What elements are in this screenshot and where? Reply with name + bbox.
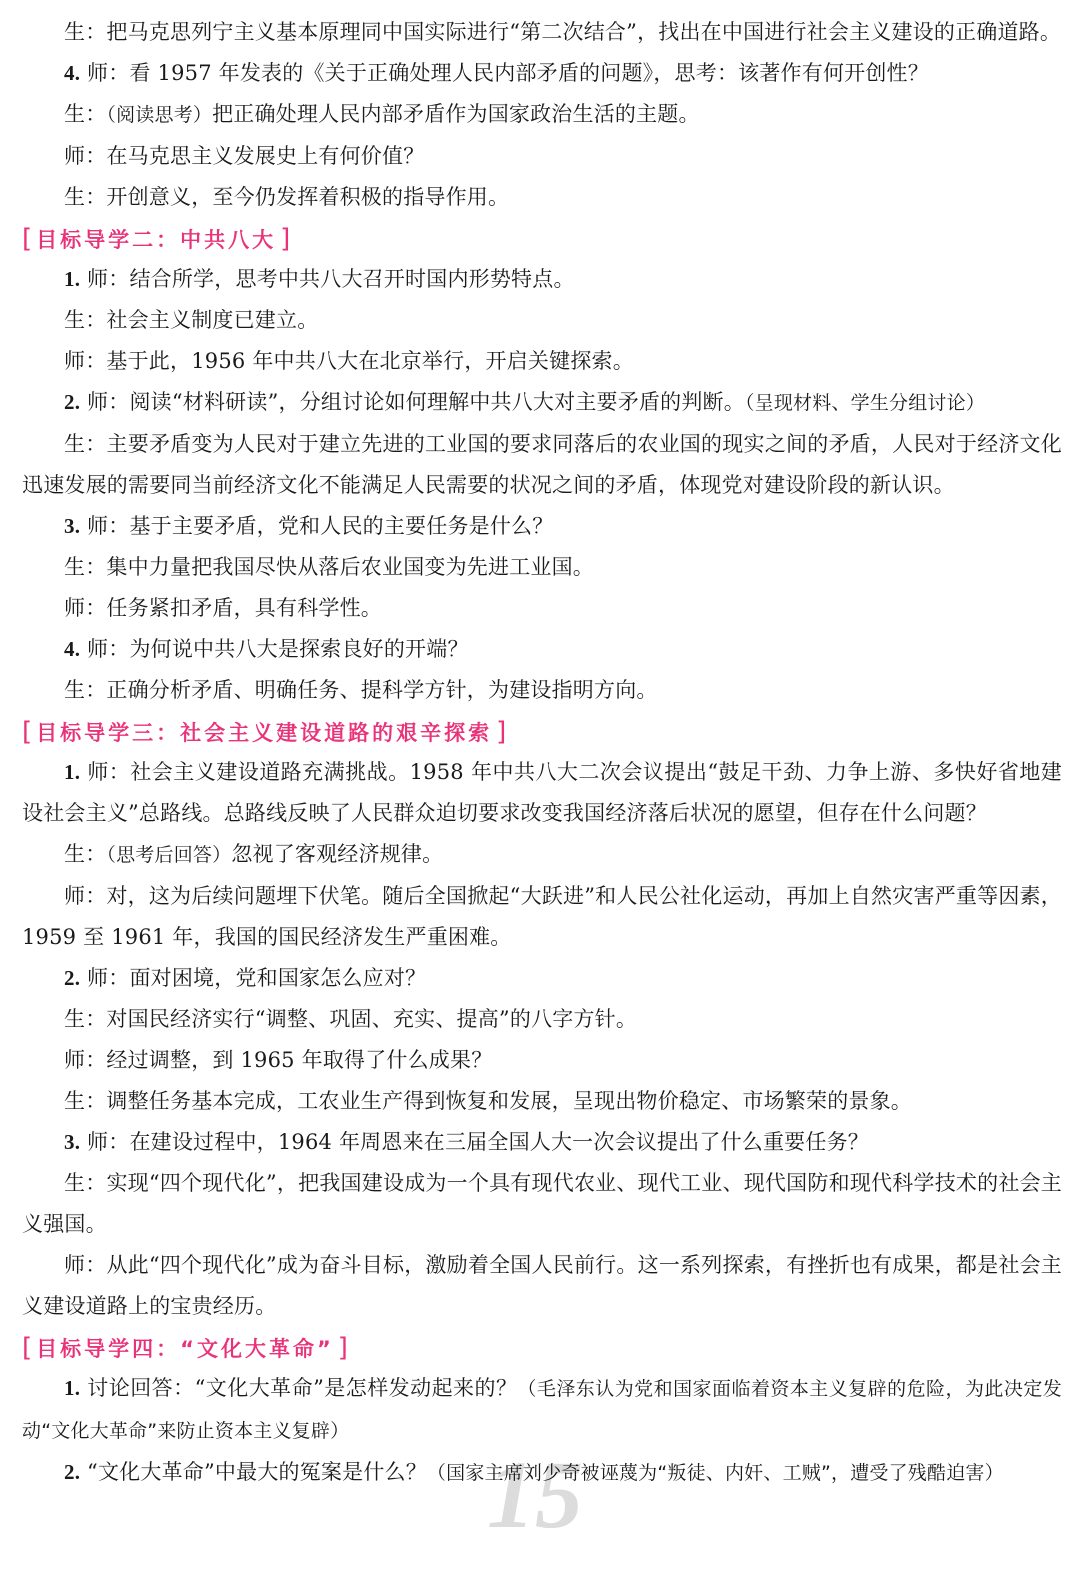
- paragraph-aside: （阅读思考）: [106, 104, 213, 126]
- paragraph-text: 生：调整任务基本完成，工农业生产得到恢复和发展，呈现出物价稳定、市场繁荣的景象。: [64, 1089, 912, 1113]
- item-number: 2.: [64, 390, 81, 414]
- paragraph: [22, 341, 1062, 382]
- page-number: 15: [487, 1441, 583, 1548]
- item-number: 1.: [64, 267, 81, 291]
- paragraph: [22, 53, 1062, 94]
- paragraph-tail: 把正确处理人民内部矛盾作为国家政治生活的主题。: [212, 102, 700, 126]
- bracket-left: [: [22, 1332, 33, 1363]
- paragraph-aside: （呈现材料、学生分组讨论）: [744, 392, 986, 414]
- document-body: [22, 12, 1062, 1494]
- section-heading-text: 目标导学三：社会主义建设道路的艰辛探索: [36, 720, 493, 745]
- paragraph: [22, 1368, 1062, 1452]
- paragraph-text: 师：为何说中共八大是探索良好的开端？: [87, 637, 469, 661]
- item-number: 2.: [64, 1460, 81, 1484]
- bracket-left: [: [22, 223, 33, 254]
- section-heading-text: 目标导学四：“文化大革命”: [36, 1336, 334, 1361]
- paragraph-text: 生：主要矛盾变为人民对于建立先进的工业国的要求同落后的农业国的现实之间的矛盾，人民对于经济文化迅速发展的需要同当前经济文化不能满足人民需要的状况之间的矛盾，体现党对建设阶段的新认识。: [22, 432, 1062, 497]
- bracket-right: ]: [337, 1332, 348, 1363]
- paragraph: [22, 506, 1062, 547]
- item-number: 4.: [64, 637, 81, 661]
- paragraph: [22, 1245, 1062, 1327]
- paragraph: [22, 999, 1062, 1040]
- paragraph-text: 师：基于主要矛盾，党和人民的主要任务是什么？: [87, 514, 554, 538]
- paragraph-text: 生：开创意义，至今仍发挥着积极的指导作用。: [64, 185, 510, 209]
- paragraph-text: 师：面对困境，党和国家怎么应对？: [87, 966, 427, 990]
- paragraph: [22, 136, 1062, 177]
- paragraph-text: 生：集中力量把我国尽快从落后农业国变为先进工业国。: [64, 555, 594, 579]
- paragraph: [22, 12, 1062, 53]
- paragraph-aside: （毛泽东认为党和国家面临着资本主义复辟的危险，为此决定发动“文化大革命”来防止资本主义复辟）: [22, 1378, 1062, 1442]
- paragraph: [22, 1081, 1062, 1122]
- paragraph: [22, 588, 1062, 629]
- paragraph: [22, 300, 1062, 341]
- paragraph-text: 讨论回答：“文化大革命”是怎样发动起来的？: [87, 1376, 518, 1400]
- item-number: 3.: [64, 1130, 81, 1154]
- section-heading: [22, 711, 1062, 752]
- paragraph-text: 师：看 1957 年发表的《关于正确处理人民内部矛盾的问题》，思考：该著作有何开创性？: [87, 61, 929, 85]
- paragraph-text: 师：在建设过程中，1964 年周恩来在三届全国人大一次会议提出了什么重要任务？: [87, 1130, 869, 1154]
- section-heading-text: 目标导学二：中共八大: [36, 227, 277, 252]
- paragraph: [22, 259, 1062, 300]
- paragraph: [22, 1452, 1062, 1494]
- paragraph: [22, 1040, 1062, 1081]
- paragraph-text: 生：: [64, 842, 107, 866]
- item-number: 4.: [64, 61, 81, 85]
- paragraph: [22, 177, 1062, 218]
- paragraph: [22, 424, 1062, 506]
- bracket-right: ]: [280, 223, 291, 254]
- paragraph: [22, 1163, 1062, 1245]
- paragraph-text: 师：社会主义建设道路充满挑战。1958 年中共八大二次会议提出“鼓足干劲、力争上游、多快好省地建设社会主义”总路线。总路线反映了人民群众迫切要求改变我国经济落后状况的愿望，但存在什么问题？: [22, 760, 1062, 825]
- paragraph: [22, 1122, 1062, 1163]
- paragraph: [22, 629, 1062, 670]
- paragraph-text: 生：: [64, 102, 107, 126]
- paragraph-text: 师：基于此，1956 年中共八大在北京举行，开启关键探索。: [64, 349, 634, 373]
- paragraph-text: 生：把马克思列宁主义基本原理同中国实际进行“第二次结合”，找出在中国进行社会主义建设的正确道路。: [64, 20, 1062, 44]
- paragraph-text: 师：结合所学，思考中共八大召开时国内形势特点。: [87, 267, 575, 291]
- paragraph-text: 师：任务紧扣矛盾，具有科学性。: [64, 596, 382, 620]
- paragraph-text: 生：社会主义制度已建立。: [64, 308, 319, 332]
- paragraph-aside: （思考后回答）: [106, 844, 232, 866]
- paragraph: [22, 876, 1062, 958]
- paragraph: [22, 382, 1062, 424]
- paragraph-text: 师：对，这为后续问题埋下伏笔。随后全国掀起“大跃进”和人民公社化运动，再加上自然灾害严重等因素，1959 至 1961 年，我国的国民经济发生严重困难。: [22, 884, 1062, 949]
- paragraph-text: 生：正确分析矛盾、明确任务、提科学方针，为建设指明方向。: [64, 678, 658, 702]
- paragraph: [22, 834, 1062, 876]
- paragraph-text: 师：从此“四个现代化”成为奋斗目标，激励着全国人民前行。这一系列探索，有挫折也有成果，都是社会主义建设道路上的宝贵经历。: [22, 1253, 1062, 1318]
- item-number: 3.: [64, 514, 81, 538]
- section-heading: [22, 218, 1062, 259]
- item-number: 2.: [64, 966, 81, 990]
- paragraph-text: 师：阅读“材料研读”，分组讨论如何理解中共八大对主要矛盾的判断。: [87, 390, 745, 414]
- paragraph-text: “文化大革命”中最大的冤案是什么？: [87, 1460, 427, 1484]
- paragraph: [22, 752, 1062, 834]
- paragraph-text: 生：实现“四个现代化”，把我国建设成为一个具有现代农业、现代工业、现代国防和现代科学技术的社会主义强国。: [22, 1171, 1062, 1236]
- section-heading: [22, 1327, 1062, 1368]
- paragraph: [22, 547, 1062, 588]
- paragraph-text: 师：经过调整，到 1965 年取得了什么成果？: [64, 1048, 493, 1072]
- paragraph-text: 师：在马克思主义发展史上有何价值？: [64, 144, 425, 168]
- bracket-left: [: [22, 716, 33, 747]
- bracket-right: ]: [496, 716, 507, 747]
- paragraph-text: 生：对国民经济实行“调整、巩固、充实、提高”的八字方针。: [64, 1007, 638, 1031]
- paragraph-aside: （国家主席刘少奇被诬蔑为“叛徒、内奸、工贼”，遭受了残酷迫害）: [426, 1462, 1004, 1484]
- paragraph: [22, 94, 1062, 136]
- item-number: 1.: [64, 1376, 81, 1400]
- paragraph: [22, 958, 1062, 999]
- item-number: 1.: [64, 760, 81, 784]
- paragraph-tail: 忽视了客观经济规律。: [231, 842, 444, 866]
- paragraph: [22, 670, 1062, 711]
